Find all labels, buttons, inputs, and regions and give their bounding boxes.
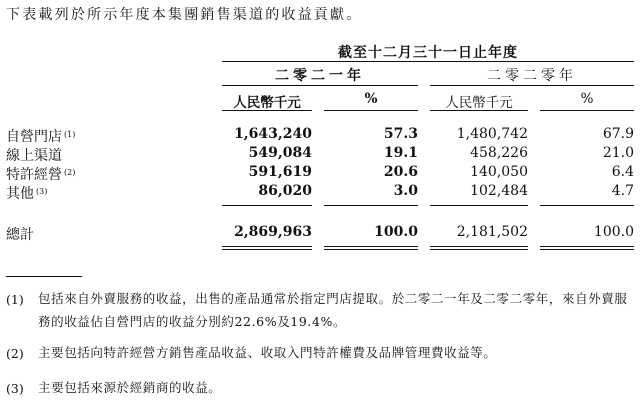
- unit-rule-1: [222, 110, 312, 111]
- cell-rmb-2020: 1,480,742: [456, 126, 528, 142]
- cell-pct-2020: 21.0: [602, 145, 634, 161]
- footnote-3-text: 主要包括來源於經銷商的收益。: [38, 380, 222, 395]
- year-2020-rule: [430, 85, 634, 86]
- row-label-franchise: 特許經營 $^{(2)}$: [6, 167, 76, 183]
- subtotal-rule-3: [430, 205, 528, 206]
- total-double-rule-3b: [430, 249, 528, 250]
- subtotal-rule-1: [222, 205, 312, 206]
- unit-pct-2020: %: [580, 91, 594, 107]
- cell-pct-2021: 57.3: [383, 126, 418, 142]
- unit-rule-4: [540, 110, 634, 111]
- year-2021-header: 二零二一年: [275, 68, 365, 84]
- note-ref: (3): [36, 187, 48, 196]
- footnote-3-number: (3): [6, 381, 24, 396]
- cell-pct-2020: 4.7: [611, 183, 634, 199]
- total-pct-2020: 100.0: [593, 224, 634, 240]
- total-double-rule-1a: [222, 246, 312, 247]
- cell-rmb-2021: 591,619: [248, 164, 312, 180]
- period-header: 截至十二月三十一日止年度: [338, 45, 518, 61]
- note-ref: (1): [64, 130, 76, 139]
- cell-rmb-2020: 102,484: [470, 183, 528, 199]
- total-pct-2021: 100.0: [374, 224, 418, 240]
- cell-pct-2020: 67.9: [602, 126, 634, 142]
- footnote-2-text: 主要包括向特許經營方銷售產品收益、收取入門特許權費及品牌管理費收益等。: [38, 345, 497, 360]
- cell-rmb-2021: 549,084: [248, 145, 312, 161]
- total-rmb-2021: 2,869,963: [234, 224, 312, 240]
- unit-rule-3: [430, 110, 528, 111]
- unit-rmb-2021: 人民幣千元: [233, 95, 301, 111]
- subtotal-rule-4: [540, 205, 634, 206]
- year-2020-header: 二零二零年: [487, 68, 577, 84]
- cell-pct-2021: 19.1: [383, 145, 418, 161]
- note-ref: (2): [64, 168, 76, 177]
- cell-rmb-2020: 458,226: [470, 145, 528, 161]
- footnote-separator: [6, 276, 82, 277]
- footnote-1-number: (1): [6, 292, 24, 307]
- cell-pct-2021: 3.0: [393, 183, 418, 199]
- unit-rmb-2020: 人民幣千元: [445, 95, 513, 111]
- total-double-rule-4b: [540, 249, 634, 250]
- cell-pct-2020: 6.4: [611, 164, 634, 180]
- row-label-others: 其他 $^{(3)}$: [6, 186, 48, 202]
- cell-rmb-2020: 140,050: [470, 164, 528, 180]
- cell-rmb-2021: 86,020: [258, 183, 312, 199]
- total-double-rule-4a: [540, 246, 634, 247]
- intro-text: 下表載列於所示年度本集團銷售渠道的收益貢獻。: [6, 7, 363, 23]
- cell-rmb-2021: 1,643,240: [234, 126, 312, 142]
- footnote-1-text: 包括來自外賣服務的收益，出售的產品通常於指定門店提取。於二零二一年及二零二零年，來自外賣服務的收益佔自營門店的收益分別約22.6%及19.4%。: [38, 291, 628, 329]
- unit-rule-2: [324, 110, 418, 111]
- total-rmb-2020: 2,181,502: [456, 224, 528, 240]
- row-label-online-channel: 線上渠道: [6, 148, 62, 164]
- row-label-self-operated-stores: 自營門店 $^{(1)}$: [6, 129, 76, 145]
- footnote-2-number: (2): [6, 346, 24, 361]
- cell-pct-2021: 20.6: [383, 164, 418, 180]
- unit-pct-2021: %: [364, 91, 378, 107]
- total-double-rule-2a: [324, 246, 418, 247]
- subtotal-rule-2: [324, 205, 418, 206]
- total-double-rule-3a: [430, 246, 528, 247]
- row-label-total: 總計: [6, 227, 34, 243]
- total-double-rule-1b: [222, 249, 312, 250]
- total-double-rule-2b: [324, 249, 418, 250]
- period-rule: [222, 61, 634, 62]
- year-2021-rule: [222, 85, 418, 86]
